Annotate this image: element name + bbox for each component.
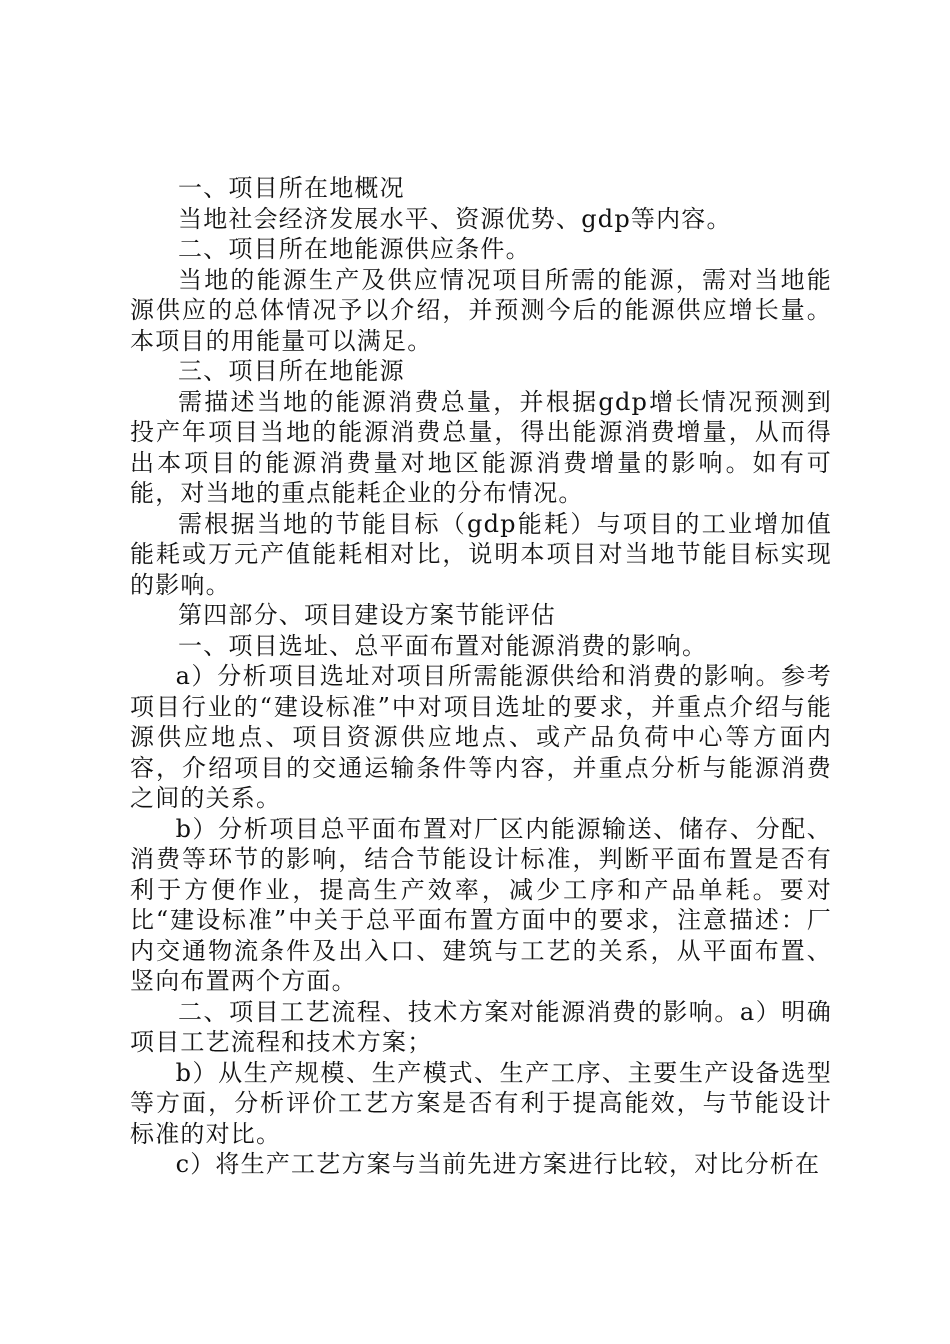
- paragraph: 需描述当地的能源消费总量，并根据gdp增长情况预测到投产年项目当地的能源消费总量，得出能源消费增量，从而得出本项目的能源消费量对地区能源消费增量的影响。如有可能，对当地的重点能耗企业的分布情况。: [130, 387, 832, 507]
- paragraph: 当地社会经济发展水平、资源优势、gdp等内容。: [178, 204, 732, 233]
- paragraph-item-b: b）分析项目总平面布置对厂区内能源输送、储存、分配、消费等环节的影响，结合节能设计标准，判断平面布置是否有利于方便作业，提高生产效率，减少工序和产品单耗。要对比“建设标准”中关于总平面布置方面中的要求，注意描述：厂内交通物流条件及出入口、建筑与工艺的关系，从平面布置、竖向布置两个方面。: [130, 814, 832, 995]
- document-body: [130, 173, 832, 1180]
- paragraph-item-c: c）将生产工艺方案与当前先进方案进行比较，对比分析在: [175, 1150, 821, 1178]
- section-heading-site-selection: 一、项目选址、总平面布置对能源消费的影响。: [178, 631, 708, 660]
- section-heading-location-overview: 一、项目所在地概况: [178, 174, 405, 202]
- part-heading-part-four: 第四部分、项目建设方案节能评估: [178, 601, 556, 629]
- paragraph-item-b: b）从生产规模、生产模式、生产工序、主要生产设备选型等方面，分析评价工艺方案是否有利于提高能效，与节能设计标准的对比。: [130, 1058, 832, 1148]
- paragraph: 当地的能源生产及供应情况项目所需的能源，需对当地能源供应的总体情况予以介绍，并预测今后的能源供应增长量。本项目的用能量可以满足。: [130, 265, 832, 355]
- paragraph-item-a: a）分析项目选址对项目所需能源供给和消费的影响。参考项目行业的“建设标准”中对项目选址的要求，并重点介绍与能源供应地点、项目资源供应地点、或产品负荷中心等方面内容，介绍项目的交通运输条件等内容，并重点分析与能源消费之间的关系。: [130, 662, 832, 812]
- section-heading-process-flow: 二、项目工艺流程、技术方案对能源消费的影响。a）明确项目工艺流程和技术方案；: [130, 997, 832, 1056]
- section-heading-local-energy: 三、项目所在地能源: [178, 357, 405, 385]
- section-heading-energy-supply: 二、项目所在地能源供应条件。: [178, 235, 531, 263]
- paragraph: 需根据当地的节能目标（gdp能耗）与项目的工业增加值能耗或万元产值能耗相对比，说明本项目对当地节能目标实现的影响。: [130, 509, 832, 599]
